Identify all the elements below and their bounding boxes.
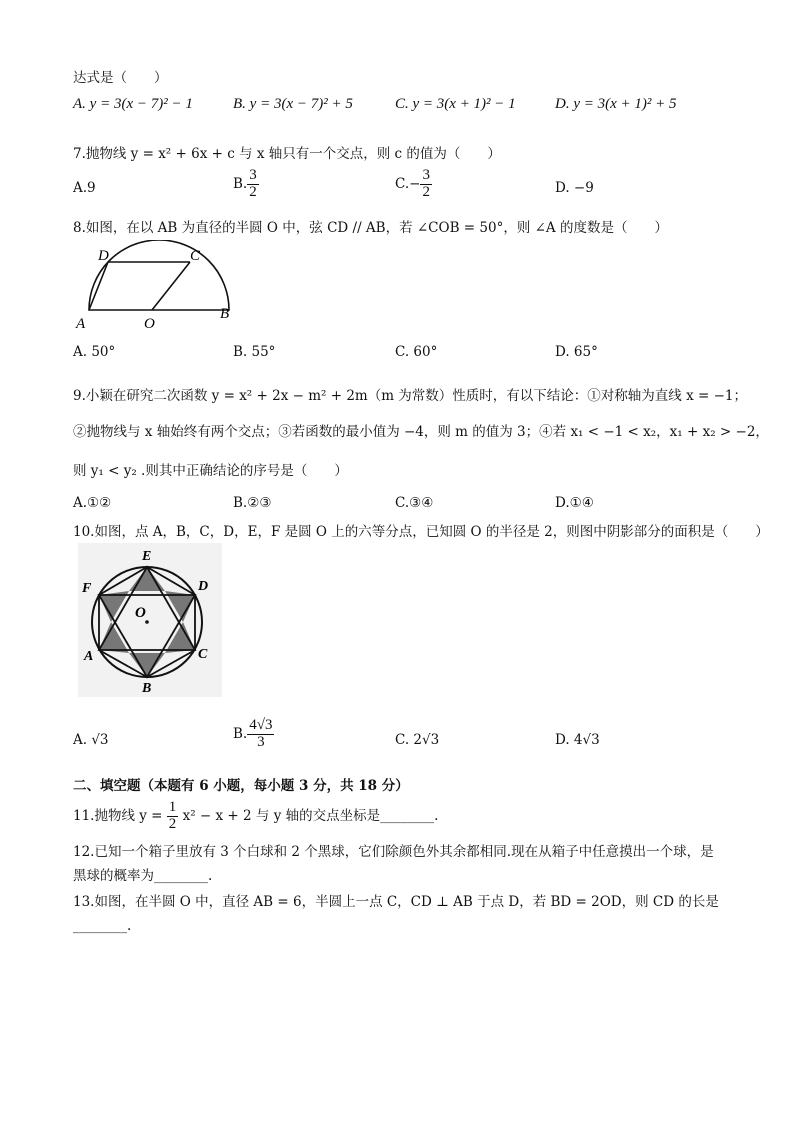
section-title: 二、填空题（本题有 6 小题，每小题 3 分，共 18 分） <box>73 778 409 794</box>
hexagram-figure <box>75 540 225 700</box>
q6-tail: 达式是（ ） <box>73 70 168 86</box>
q8-option-a: A. 50° <box>73 344 116 360</box>
label-a: A <box>76 316 86 332</box>
label-f: F <box>82 581 92 596</box>
label-c: C <box>190 248 201 264</box>
q13-line1: 13.如图，在半圆 O 中，直径 AB = 6，半圆上一点 C，CD ⊥ AB 于点 D，若 BD = 2OD，则 CD 的长是 <box>73 894 719 910</box>
q10-option-b: B. $\frac{4√3}{3}$ <box>233 717 273 750</box>
q10-option-c: C. 2√3 <box>395 732 440 748</box>
q9-option-d: D.①④ <box>555 495 594 511</box>
label-d: D <box>198 579 209 594</box>
q8-option-d: D. 65° <box>555 344 598 360</box>
q6-option-d: D. y = 3(x + 1)² + 5 <box>555 96 677 112</box>
label-o: O <box>135 605 146 621</box>
q11-stem: 11.抛物线 y = $\frac{1}{2}$ x² − x + 2 与 y 轴的交点坐标是________. <box>73 799 439 832</box>
label-e: E <box>142 549 152 564</box>
q8-option-b: B. 55° <box>233 344 276 360</box>
q9-option-c: C.③④ <box>395 495 434 511</box>
q7-option-c: C.− $\frac{3}{2}$ <box>395 167 430 200</box>
q12-line2: 黑球的概率为________. <box>73 868 213 884</box>
label-b: B <box>142 681 152 696</box>
q6-option-b: B. y = 3(x − 7)² + 5 <box>233 96 353 112</box>
label-o: O <box>144 316 155 332</box>
q10-option-d: D. 4√3 <box>555 732 600 748</box>
q8-option-c: C. 60° <box>395 344 438 360</box>
q9-line2: ②抛物线与 x 轴始终有两个交点；③若函数的最小值为 −4，则 m 的值为 3；④若 x₁ < −1 < x₂，x₁ + x₂ > −2， <box>73 424 769 440</box>
q9-line1: 9.小颖在研究二次函数 y = x² + 2x − m² + 2m（m 为常数）性质时，有以下结论：①对称轴为直线 x = −1； <box>73 388 747 404</box>
q13-line2: ________. <box>73 918 132 934</box>
q9-option-b: B.②③ <box>233 495 272 511</box>
label-b: B <box>220 306 230 322</box>
q6-option-c: C. y = 3(x + 1)² − 1 <box>395 96 516 112</box>
q7-option-d: D. −9 <box>555 180 594 196</box>
label-c: C <box>198 647 208 662</box>
q7-stem: 7.抛物线 y = x² + 6x + c 与 x 轴只有一个交点，则 c 的值为（ ） <box>73 146 501 162</box>
q9-line3: 则 y₁ < y₂ .则其中正确结论的序号是（ ） <box>73 463 348 479</box>
q12-line1: 12.已知一个箱子里放有 3 个白球和 2 个黑球，它们除颜色外其余都相同.现在从箱子中任意摸出一个球，是 <box>73 844 714 860</box>
q7-option-b: B. $\frac{3}{2}$ <box>233 167 257 200</box>
label-d: D <box>98 248 109 264</box>
semicircle-figure <box>70 240 250 335</box>
q10-option-a: A. √3 <box>73 732 109 748</box>
label-a: A <box>84 649 94 664</box>
q8-stem: 8.如图，在以 AB 为直径的半圆 O 中，弦 CD // AB，若 ∠COB = 50°，则 ∠A 的度数是（ ） <box>73 220 668 236</box>
q6-option-a: A. y = 3(x − 7)² − 1 <box>73 96 193 112</box>
q10-stem: 10.如图，点 A，B，C，D，E，F 是圆 O 上的六等分点，已知圆 O 的半径是 2，则图中阴影部分的面积是（ ） <box>73 524 769 540</box>
q9-option-a: A.①② <box>73 495 112 511</box>
q7-option-a: A.9 <box>73 180 96 196</box>
